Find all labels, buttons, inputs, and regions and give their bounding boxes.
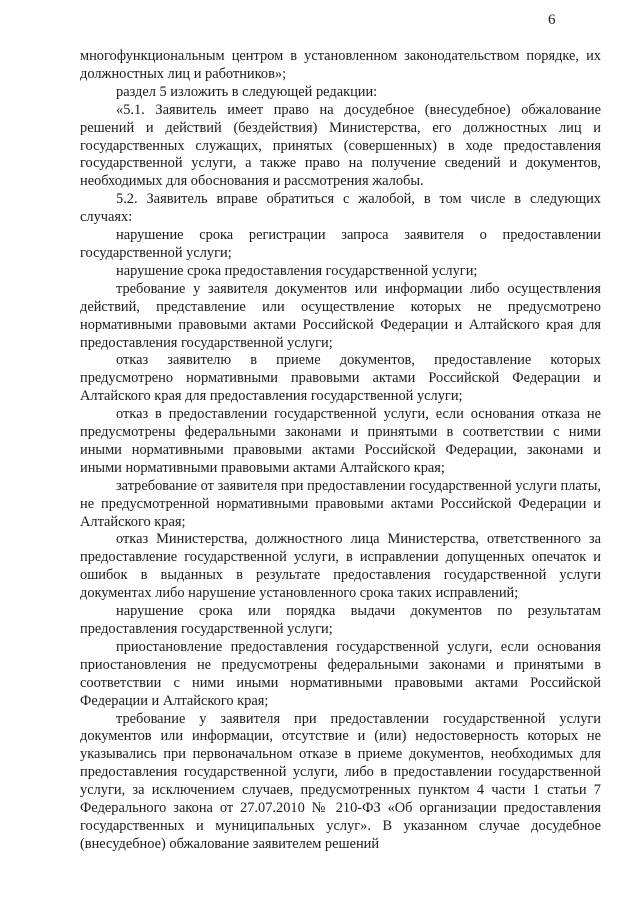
document-body bbox=[80, 48, 601, 854]
list-item-document-requirement: требование у заявителя документов или информации либо осуществления действий, представление или осуществление которых не предусмотрено нормативными правовыми актами Российской Федерации и Алтайского края для предоставления государственной услуги; bbox=[80, 280, 601, 351]
list-item-refusal-acceptance: отказ заявителю в приеме документов, предоставление которых предусмотрено нормативными правовыми актами Российской Федерации и Алтайского края для предоставления государственной услуги; bbox=[80, 352, 601, 405]
paragraph-section-5-intro: раздел 5 изложить в следующей редакции: bbox=[116, 83, 378, 100]
list-item-service-deadline: нарушение срока предоставления государственной услуги; bbox=[116, 262, 478, 279]
page-number: 6 bbox=[548, 12, 556, 28]
paragraph-continuation: многофункциональным центром в установленном законодательством порядке, их должностных лиц и работников»; bbox=[80, 48, 601, 82]
paragraph-5-1: «5.1. Заявитель имеет право на досудебное (внесудебное) обжалование решений и действий (бездействия) Министерства, его должностных лиц и государственных служащих, принятых (совершенных) в ходе предоставления государственной услуги, а также право на получение сведений и документов, необходимых для обоснования и рассмотрения жалобы. bbox=[80, 101, 601, 190]
list-item-refusal-service: отказ в предоставлении государственной услуги, если основания отказа не предусмотрены федеральными законами и принятыми в соответствии с ними иными нормативными правовыми актами Российской Федерации, законами и иными нормативными правовыми актами Алтайского края; bbox=[80, 406, 601, 476]
list-item-issuance-violation: нарушение срока или порядка выдачи документов по результатам предоставления государственной услуги; bbox=[80, 603, 601, 637]
list-item-registration-deadline: нарушение срока регистрации запроса заявителя о предоставлении государственной услуги; bbox=[80, 227, 601, 261]
paragraph-5-2: 5.2. Заявитель вправе обратиться с жалобой, в том числе в следующих случаях: bbox=[80, 191, 601, 226]
list-item-suspension: приостановление предоставления государственной услуги, если основания приостановления не предусмотрены федеральными законами и принятыми в соответствии с ними иными нормативными правовыми актами Российской Федерации и Алтайского края; bbox=[80, 638, 601, 709]
list-item-fee-demand: затребование от заявителя при предоставлении государственной услуги платы, не предусмотренной нормативными правовыми актами Российской Федерации и Алтайского края; bbox=[80, 477, 601, 530]
list-item-correction-refusal: отказ Министерства, должностного лица Министерства, ответственного за предоставление государственной услуги, в исправлении допущенных опечаток и ошибок в выданных в результате предоставления государственной услуги документах либо нарушение установленного срока таких исправлений; bbox=[80, 531, 601, 602]
list-item-additional-documents: требование у заявителя при предоставлении государственной услуги документов или информации, отсутствие и (или) недостоверность которых не указывались при первоначальном отказе в приеме документов, необходимых для предоставления государственной услуги, либо в предоставлении государственной услуги, за исключением случаев, предусмотренных пунктом 4 части 1 статьи 7 Федерального закона от 27.07.2010 № 210-ФЗ «Об организации предоставления государственных и муниципальных услуг». В указанном случае досудебное (внесудебное) обжалование заявителем решений bbox=[80, 710, 601, 852]
